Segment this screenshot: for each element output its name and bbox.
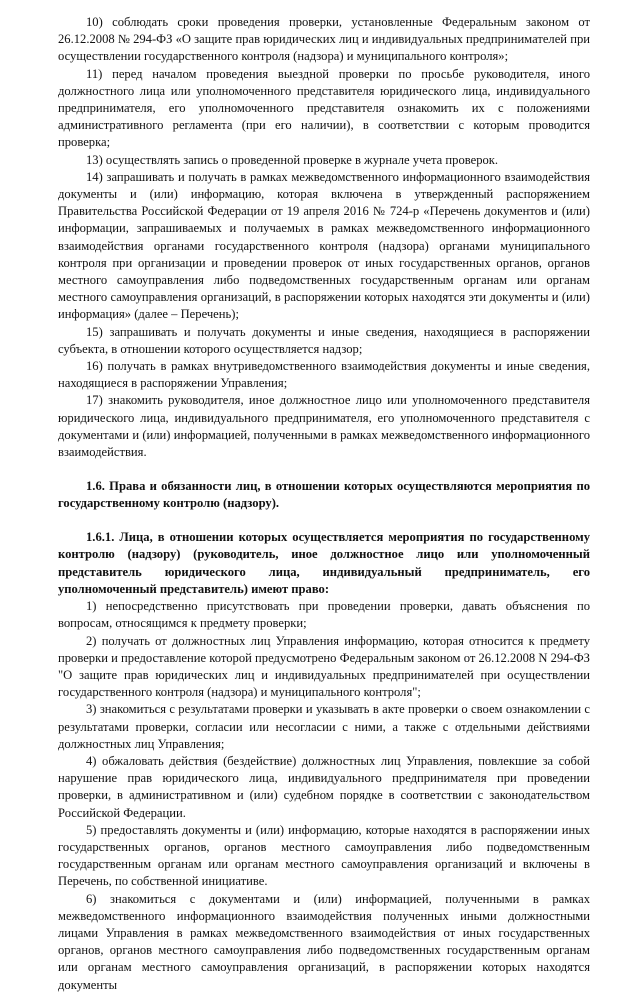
paragraph-item-10: 10) соблюдать сроки проведения проверки, установленные Федеральным законом от 26.12.2008 № 294-ФЗ «О защите прав юридических лиц и индивидуальных предпринимателей при осуществлении государственного контроля (надзора) и муниципального контроля»; (58, 15, 590, 64)
rights-item-5: 5) предоставлять документы и (или) информацию, которые находятся в распоряжении иных государственных органов, органов местного самоуправления либо подведомственным государственным органам или органам местного самоуправления организаций и включены в Перечень, по собственной инициативе. (58, 822, 590, 889)
rights-item-1: 1) непосредственно присутствовать при проведении проверки, давать объяснения по вопросам, относящимся к предмету проверки; (58, 599, 590, 631)
rights-item-6: 6) знакомиться с документами и (или) информацией, полученными в рамках межведомственного информационного взаимодействия полученных иными должностными лицами Управления в рамках межведомственного взаимодействия от иных государственных органов, органов местного самоуправления либо подведомственных государственным органам или органам местного самоуправления организаций, в распоряжении которых находятся документы (58, 891, 590, 992)
rights-item-4: 4) обжаловать действия (бездействие) должностных лиц Управления, повлекшие за собой нарушение прав юридического лица, индивидуального предпринимателя при проведении проверки, в административном и (или) судебном порядке в соответствии с законодательством Российской Федерации. (58, 753, 590, 820)
paragraph-item-11: 11) перед началом проведения выездной проверки по просьбе руководителя, иного должностного лица или уполномоченного представителя юридического лица, индивидуального предпринимателя, его уполномоченного представителя ознакомить их с положениями административного регламента (при его наличии), в соответствии с которым проводится проверка; (58, 66, 590, 150)
subsection-heading: 1.6.1. Лица, в отношении которых осуществляется мероприятия по государственному контролю (надзору) (руководитель, иное должностное лицо или уполномоченный представитель юридического лица, индивидуальный предприниматель, его уполномоченный представитель) имеют право: (58, 530, 590, 596)
paragraph-item-13: 13) осуществлять запись о проведенной проверке в журнале учета проверок. (86, 152, 499, 167)
paragraph-item-16: 16) получать в рамках внутриведомственного взаимодействия документы и иные сведения, находящиеся в распоряжении Управления; (58, 359, 590, 391)
paragraph-item-15: 15) запрашивать и получать документы и иные сведения, находящиеся в распоряжении субъекта, в отношении которого осуществляется надзор; (58, 324, 590, 356)
paragraph-item-17: 17) знакомить руководителя, иное должностное лицо или уполномоченного представителя юридического лица, индивидуального предпринимателя, его уполномоченного представителя с документами и (или) информацией, полученными в рамках межведомственного информационного взаимодействия. (58, 393, 590, 460)
section-heading: 1.6. Права и обязанности лиц, в отношении которых осуществляются мероприятия по государственному контролю (надзору). (58, 479, 590, 511)
rights-item-3: 3) знакомиться с результатами проверки и указывать в акте проверки о своем ознакомлении с результатами проверки, согласии или несогласии с ними, а также с отдельными действиями должностных лиц Управления; (58, 702, 590, 751)
paragraph-item-14: 14) запрашивать и получать в рамках межведомственного информационного взаимодействия документы и (или) информацию, которая включена в утвержденный распоряжением Правительства Российской Федерации от 19 апреля 2016 № 724-р «Перечень документов и (или) информации, запрашиваемых и получаемых в рамках межведомственного информационного взаимодействия органами государственного контроля (надзора) органами муниципального контроля при организации и проведении проверок от иных государственных органов, органов местного самоуправления либо подведомственных государственным органам или органам местного самоуправления организаций, в распоряжении которых находятся эти документы и (или) информация» (далее – Перечень); (58, 169, 590, 322)
rights-item-2: 2) получать от должностных лиц Управления информацию, которая относится к предмету проверки и предоставление которой предусмотрено Федеральным законом от 26.12.2008 N 294-ФЗ "О защите прав юридических лиц и индивидуальных предпринимателей при осуществлении государственного контроля (надзора) и муниципального контроля"; (58, 633, 590, 700)
